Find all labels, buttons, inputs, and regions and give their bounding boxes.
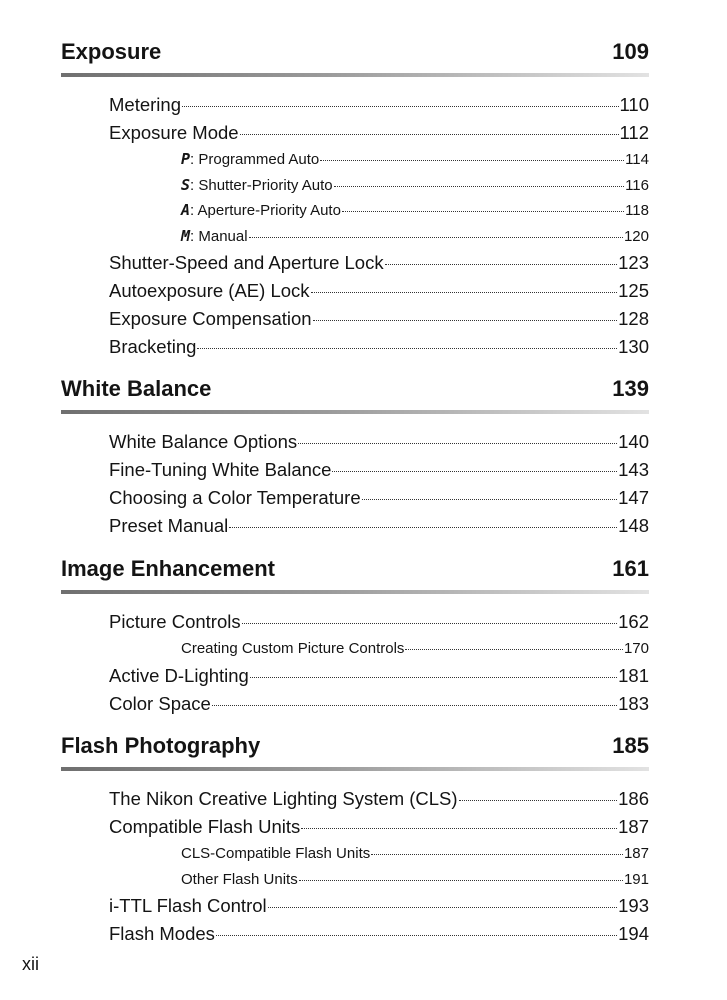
- toc-entry[interactable]: [109, 813, 649, 841]
- entry-label: Bracketing: [109, 336, 197, 357]
- dot-leader: [371, 854, 623, 855]
- toc-entry[interactable]: [109, 785, 649, 813]
- toc-entry[interactable]: [109, 333, 649, 361]
- entry-label: Active D-Lighting: [109, 664, 249, 686]
- dot-leader: [298, 443, 617, 444]
- dot-leader: [240, 134, 619, 135]
- dot-leader: [242, 623, 618, 624]
- section-page: 139: [612, 376, 649, 401]
- dot-leader: [313, 320, 618, 321]
- entry-page: 193: [618, 895, 649, 916]
- entry-page: 130: [618, 336, 649, 357]
- toc-entry[interactable]: [109, 608, 649, 636]
- entry-page: 118: [625, 202, 649, 219]
- toc-section-white-balance: [61, 374, 649, 540]
- entry-label: : Shutter-Priority Auto: [190, 176, 333, 194]
- dot-leader: [385, 264, 618, 265]
- entry-page: 140: [618, 431, 649, 452]
- toc-entry[interactable]: [109, 920, 649, 948]
- entry-label: CLS-Compatible Flash Units: [181, 845, 371, 862]
- entry-label: White Balance Options: [109, 431, 298, 452]
- mode-a-icon: A: [181, 201, 191, 219]
- entry-label: : Manual: [190, 227, 248, 245]
- section-page: 109: [612, 39, 649, 64]
- toc-subentry[interactable]: [181, 867, 649, 893]
- toc-entry[interactable]: [109, 690, 649, 718]
- entry-label: : Programmed Auto: [190, 151, 320, 168]
- entry-page: 143: [618, 459, 649, 480]
- dot-leader: [320, 160, 624, 161]
- entry-page: 186: [618, 788, 649, 809]
- section-heading[interactable]: [61, 554, 649, 584]
- entry-page: 183: [618, 692, 649, 714]
- toc-entry[interactable]: [109, 305, 649, 333]
- toc-subentry[interactable]: [181, 198, 649, 224]
- entry-label: Flash Modes: [109, 923, 215, 944]
- dot-leader: [459, 800, 618, 801]
- entry-label: Choosing a Color Temperature: [109, 487, 361, 508]
- entry-page: 170: [623, 640, 649, 657]
- toc-section-flash-photography: [61, 731, 649, 948]
- entry-label: Other Flash Units: [181, 870, 298, 888]
- entry-page: 114: [625, 151, 649, 168]
- section-heading[interactable]: [61, 731, 649, 761]
- entry-label: Shutter-Speed and Aperture Lock: [109, 252, 384, 273]
- dot-leader: [197, 348, 617, 349]
- toc-entry[interactable]: [109, 456, 649, 484]
- toc-section-image-enhancement: [61, 554, 649, 718]
- toc-entry[interactable]: [109, 277, 649, 305]
- entry-page: 148: [618, 515, 649, 536]
- section-title: White Balance: [61, 376, 212, 401]
- toc-entry[interactable]: [109, 428, 649, 456]
- entry-label: Picture Controls: [109, 611, 241, 632]
- dot-leader: [405, 649, 623, 650]
- section-title: Exposure: [61, 39, 162, 64]
- section-page: 161: [612, 556, 649, 581]
- entry-page: 120: [623, 227, 649, 245]
- entry-page: 191: [623, 870, 649, 888]
- entry-label: : Aperture-Priority Auto: [190, 202, 341, 219]
- toc-entry[interactable]: [109, 119, 649, 147]
- toc-subentry[interactable]: [181, 841, 649, 867]
- toc-entry[interactable]: [109, 484, 649, 512]
- entry-page: 162: [618, 611, 649, 632]
- dot-leader: [362, 499, 618, 500]
- entry-page: 181: [618, 664, 649, 686]
- entry-label: i-TTL Flash Control: [109, 895, 267, 916]
- toc-subentry[interactable]: [181, 224, 649, 250]
- dot-leader: [311, 292, 618, 293]
- dot-leader: [249, 237, 623, 238]
- entry-label: Autoexposure (AE) Lock: [109, 280, 310, 301]
- dot-leader: [212, 705, 617, 706]
- toc-subentry[interactable]: [181, 636, 649, 662]
- dot-leader: [250, 677, 617, 678]
- dot-leader: [229, 527, 617, 528]
- entry-label: Compatible Flash Units: [109, 816, 301, 837]
- entry-page: 125: [618, 280, 649, 301]
- mode-m-icon: M: [181, 226, 191, 245]
- entry-page: 147: [618, 487, 649, 508]
- entry-page: 110: [619, 94, 649, 115]
- entry-label: Preset Manual: [109, 515, 229, 536]
- entry-label: Creating Custom Picture Controls: [181, 640, 405, 657]
- toc-subentry[interactable]: [181, 173, 649, 199]
- entry-label: Exposure Compensation: [109, 308, 312, 329]
- toc-entry[interactable]: [109, 512, 649, 540]
- dot-leader: [332, 471, 617, 472]
- section-rule: [61, 767, 649, 771]
- section-rule: [61, 410, 649, 414]
- section-title: Flash Photography: [61, 733, 261, 758]
- entry-page: 112: [619, 122, 649, 143]
- entry-page: 128: [618, 308, 649, 329]
- dot-leader: [268, 907, 617, 908]
- dot-leader: [216, 935, 617, 936]
- dot-leader: [182, 106, 619, 107]
- dot-leader: [299, 880, 623, 881]
- entry-label: Metering: [109, 94, 181, 115]
- entry-page: 123: [618, 252, 649, 273]
- section-heading[interactable]: [61, 374, 649, 404]
- section-heading[interactable]: [61, 37, 649, 67]
- toc-section-exposure: [61, 37, 649, 361]
- entry-label: Color Space: [109, 692, 211, 714]
- section-page: 185: [612, 733, 649, 758]
- toc-entry[interactable]: [109, 892, 649, 920]
- entry-page: 194: [618, 923, 649, 944]
- page-folio: xii: [22, 954, 39, 974]
- toc-subentry[interactable]: [181, 147, 649, 173]
- mode-s-icon: S: [181, 175, 191, 194]
- toc-entry[interactable]: [109, 662, 649, 690]
- section-rule: [61, 590, 649, 594]
- entry-page: 187: [618, 816, 649, 837]
- toc-entry[interactable]: [109, 249, 649, 277]
- entry-label: The Nikon Creative Lighting System (CLS): [109, 788, 458, 809]
- entry-page: 116: [625, 176, 649, 194]
- dot-leader: [342, 211, 624, 212]
- section-title: Image Enhancement: [61, 556, 275, 581]
- entry-label: Exposure Mode: [109, 122, 239, 143]
- toc-entry[interactable]: [109, 91, 649, 119]
- entry-label: Fine-Tuning White Balance: [109, 459, 332, 480]
- section-rule: [61, 73, 649, 77]
- mode-p-icon: P: [181, 150, 191, 168]
- dot-leader: [334, 186, 624, 187]
- entry-page: 187: [623, 845, 649, 862]
- dot-leader: [301, 828, 617, 829]
